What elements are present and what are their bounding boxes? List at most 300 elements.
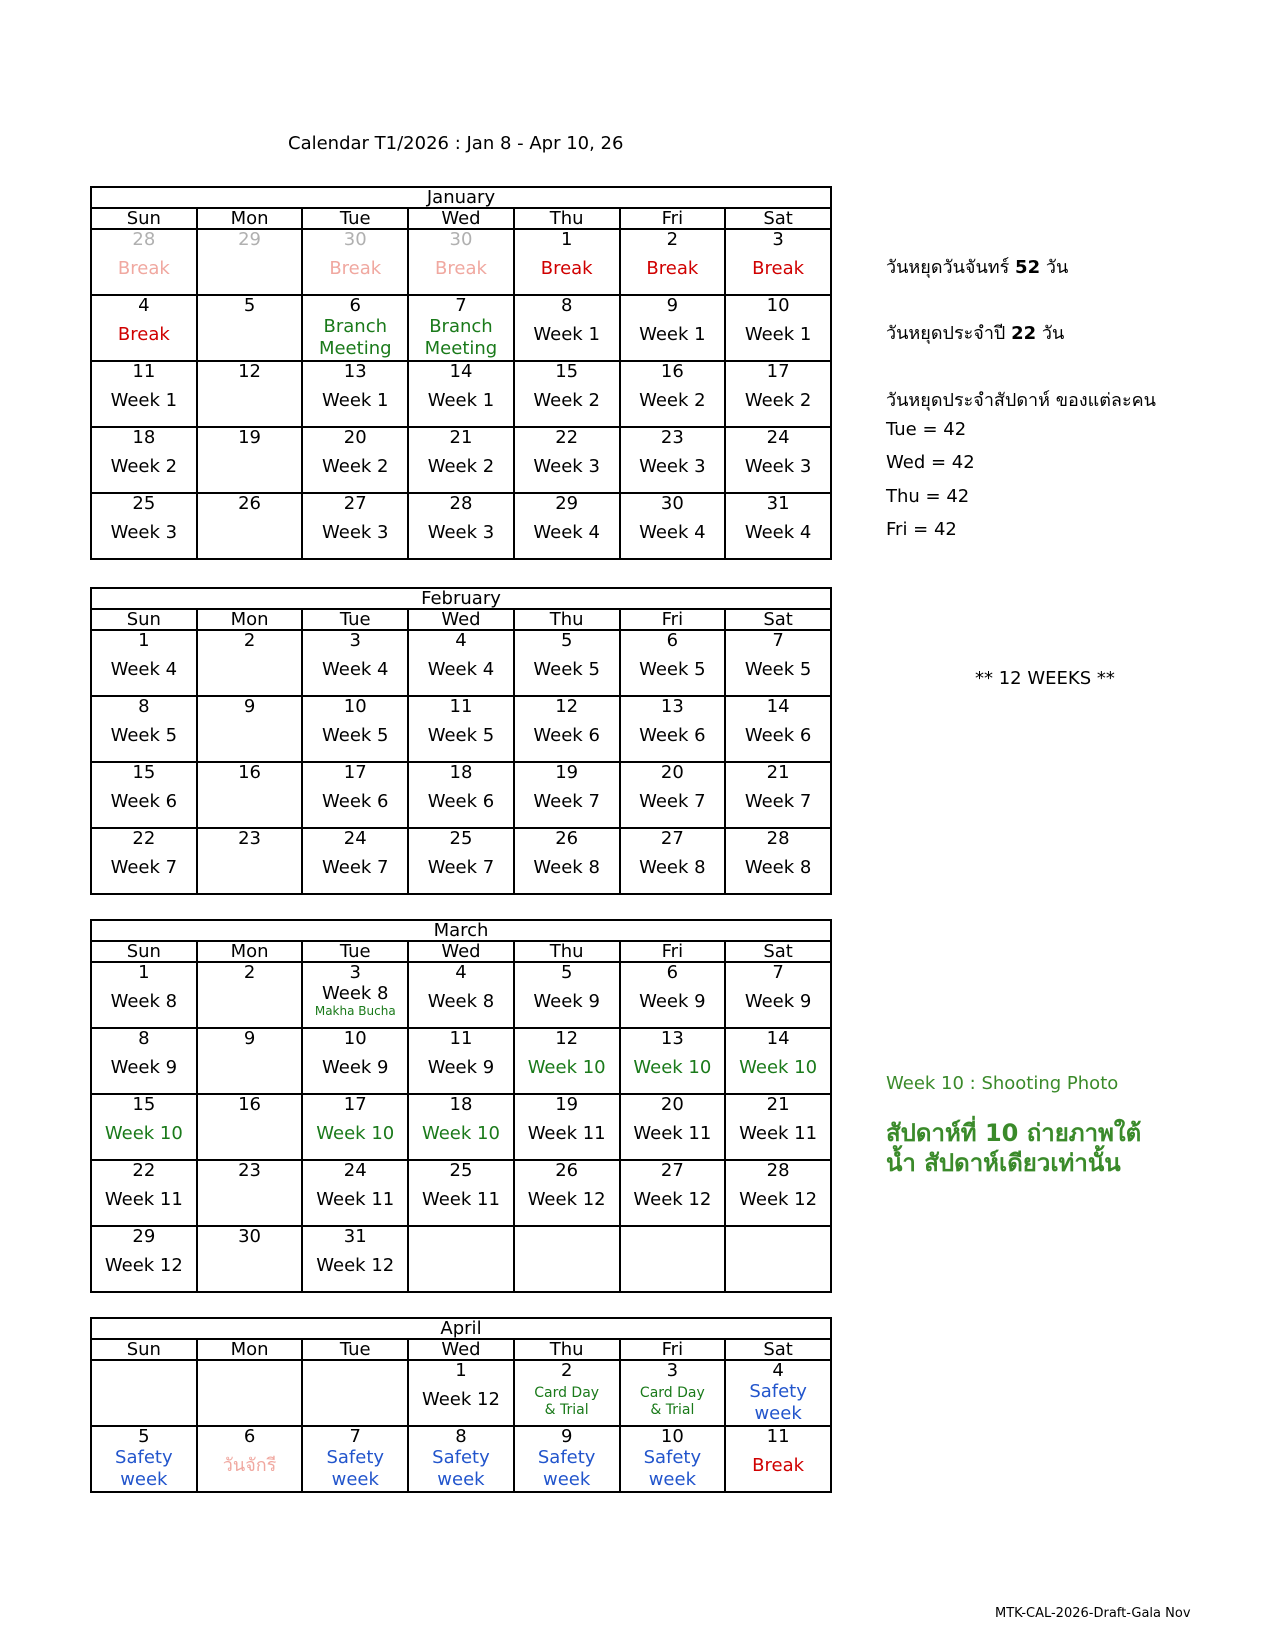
day-label: Branch Meeting xyxy=(318,316,392,359)
week-row xyxy=(91,828,831,894)
day-label: Week 9 xyxy=(110,1057,178,1078)
day-label: Week 5 xyxy=(427,725,495,746)
day-header: Sat xyxy=(725,1339,831,1360)
day-label: Week 10 xyxy=(316,1123,395,1144)
day-number: 6 xyxy=(243,1426,256,1447)
day-cell xyxy=(514,828,620,894)
day-label: Safety week xyxy=(115,1447,173,1490)
day-number: 29 xyxy=(132,1226,156,1247)
day-number: 31 xyxy=(343,1226,367,1247)
day-cell xyxy=(91,493,197,559)
day-header: Mon xyxy=(197,208,303,229)
day-cell xyxy=(408,696,514,762)
day-number: 9 xyxy=(666,295,679,316)
day-header: Thu xyxy=(514,609,620,630)
day-header: Thu xyxy=(514,208,620,229)
day-number: 27 xyxy=(660,1160,684,1181)
day-number: 13 xyxy=(660,1028,684,1049)
day-cell xyxy=(302,361,408,427)
day-label: Week 5 xyxy=(110,725,178,746)
annual-off-count: 22 xyxy=(1011,323,1037,344)
day-header: Sat xyxy=(725,208,831,229)
week-row xyxy=(91,696,831,762)
day-cell xyxy=(514,1160,620,1226)
day-label: Week 3 xyxy=(110,522,178,543)
day-cell xyxy=(91,427,197,493)
day-cell xyxy=(91,1226,197,1292)
day-number: 5 xyxy=(560,962,573,983)
day-label: Week 6 xyxy=(639,725,706,746)
day-header: Sun xyxy=(91,609,197,630)
day-label: Week 3 xyxy=(322,522,389,543)
day-cell xyxy=(620,361,726,427)
day-cell xyxy=(514,1426,620,1492)
day-cell xyxy=(197,962,303,1028)
day-label: Week 10 xyxy=(421,1123,500,1144)
day-number: 16 xyxy=(660,361,684,382)
day-cell xyxy=(725,295,831,361)
day-cell xyxy=(197,630,303,696)
day-cell xyxy=(408,361,514,427)
day-number: 10 xyxy=(766,295,790,316)
day-label: Safety week xyxy=(643,1447,702,1490)
day-number: 20 xyxy=(343,427,367,448)
day-number: 23 xyxy=(238,828,261,849)
day-number: 10 xyxy=(660,1426,684,1447)
day-label: Week 12 xyxy=(739,1189,818,1210)
day-number: 27 xyxy=(660,828,684,849)
day-label: Week 5 xyxy=(533,659,600,680)
day-cell xyxy=(408,828,514,894)
day-cell xyxy=(514,1360,620,1426)
day-number: 3 xyxy=(349,962,361,983)
day-cell xyxy=(302,229,408,295)
day-number: 29 xyxy=(555,493,579,514)
day-cell xyxy=(408,762,514,828)
day-cell xyxy=(91,361,197,427)
day-number: 21 xyxy=(449,427,473,448)
day-number: 1 xyxy=(138,630,150,651)
day-cell xyxy=(408,1426,514,1492)
day-cell xyxy=(408,1094,514,1160)
week-row xyxy=(91,427,831,493)
day-label: Week 11 xyxy=(739,1123,818,1144)
day-label: Week 1 xyxy=(639,324,706,345)
day-cell xyxy=(197,1426,303,1492)
day-cell xyxy=(91,229,197,295)
day-cell xyxy=(197,1360,303,1426)
day-label: Week 7 xyxy=(110,857,178,878)
day-label: Break xyxy=(435,258,487,279)
day-label: Week 9 xyxy=(427,1057,495,1078)
day-number: 11 xyxy=(132,361,156,382)
day-cell xyxy=(302,962,408,1028)
day-number: 25 xyxy=(132,493,156,514)
day-label: Week 9 xyxy=(744,991,812,1012)
day-header: Wed xyxy=(408,208,514,229)
day-cell xyxy=(725,1360,831,1426)
day-number: 29 xyxy=(238,229,261,250)
day-cell xyxy=(725,1028,831,1094)
day-number: 8 xyxy=(455,1426,467,1447)
day-label: Break xyxy=(752,1455,805,1476)
day-number: 5 xyxy=(243,295,256,316)
day-number: 18 xyxy=(132,427,156,448)
day-label: Week 1 xyxy=(533,324,600,345)
day-label: Week 1 xyxy=(744,324,812,345)
month-header: March xyxy=(91,920,831,941)
day-cell xyxy=(91,630,197,696)
day-label: Week 6 xyxy=(110,791,178,812)
day-cell xyxy=(725,828,831,894)
day-cell xyxy=(408,427,514,493)
day-number: 20 xyxy=(660,762,684,783)
day-label: Week 3 xyxy=(639,456,706,477)
day-header: Mon xyxy=(197,941,303,962)
day-number: 28 xyxy=(766,828,790,849)
day-label: Break xyxy=(117,324,170,345)
day-cell xyxy=(725,361,831,427)
day-number: 12 xyxy=(555,1028,579,1049)
day-cell xyxy=(514,696,620,762)
day-label: Break xyxy=(117,258,170,279)
day-number: 3 xyxy=(349,630,361,651)
day-number: 6 xyxy=(666,630,679,651)
day-number: 15 xyxy=(555,361,579,382)
day-cell xyxy=(302,493,408,559)
day-cell xyxy=(302,1360,408,1426)
day-label: Week 8 xyxy=(322,983,389,1004)
day-label: Week 4 xyxy=(533,522,600,543)
day-cell xyxy=(408,1226,514,1292)
day-cell xyxy=(725,229,831,295)
day-label: Card Day & Trial xyxy=(639,1385,705,1418)
day-header: Sat xyxy=(725,609,831,630)
day-number: 28 xyxy=(449,493,473,514)
day-cell xyxy=(302,1028,408,1094)
page-title: Calendar T1/2026 : Jan 8 - Apr 10, 26 xyxy=(288,133,624,154)
day-cell xyxy=(725,962,831,1028)
day-header: Mon xyxy=(197,1339,303,1360)
day-number: 19 xyxy=(555,1094,579,1115)
day-label: Week 8 xyxy=(110,991,178,1012)
day-header: Mon xyxy=(197,609,303,630)
underwater-photo-note xyxy=(886,1118,1141,1178)
day-number: 12 xyxy=(238,361,261,382)
day-number: 2 xyxy=(243,962,256,983)
day-label: Week 7 xyxy=(322,857,389,878)
day-cell xyxy=(725,493,831,559)
monday-off-suffix: วัน xyxy=(1040,257,1069,278)
day-header: Wed xyxy=(408,941,514,962)
day-label: Week 9 xyxy=(639,991,706,1012)
day-label: Week 11 xyxy=(527,1123,606,1144)
day-number: 11 xyxy=(449,1028,473,1049)
day-label: Week 6 xyxy=(427,791,495,812)
day-number: 12 xyxy=(555,696,579,717)
day-number: 16 xyxy=(238,1094,261,1115)
day-label: Week 2 xyxy=(322,456,389,477)
day-number: 30 xyxy=(449,229,473,250)
day-label: Week 11 xyxy=(421,1189,500,1210)
day-number: 15 xyxy=(132,762,156,783)
day-cell xyxy=(197,427,303,493)
day-cell xyxy=(620,696,726,762)
annual-off-prefix: วันหยุดประจำปี xyxy=(886,323,1012,344)
monday-off-note xyxy=(886,252,1068,281)
day-number: 18 xyxy=(449,1094,473,1115)
day-label: Week 7 xyxy=(744,791,812,812)
day-cell xyxy=(620,427,726,493)
day-label: Week 4 xyxy=(427,659,495,680)
day-number: 1 xyxy=(560,229,573,250)
week-row xyxy=(91,630,831,696)
underwater-note-line1: สัปดาห์ที่ 10 ถ่ายภาพใต้ xyxy=(886,1119,1142,1147)
week-row xyxy=(91,1094,831,1160)
day-number: 8 xyxy=(560,295,573,316)
annual-off-note xyxy=(886,318,1064,347)
day-cell xyxy=(620,630,726,696)
day-number: 7 xyxy=(349,1426,361,1447)
day-cell xyxy=(197,828,303,894)
month-header: January xyxy=(91,187,831,208)
day-number: 22 xyxy=(132,828,156,849)
day-number: 6 xyxy=(349,295,361,316)
day-cell xyxy=(302,696,408,762)
day-cell xyxy=(725,1226,831,1292)
day-label: Week 9 xyxy=(322,1057,389,1078)
day-number: 8 xyxy=(138,696,150,717)
day-header: Tue xyxy=(302,941,408,962)
day-label: Break xyxy=(752,258,805,279)
day-number: 10 xyxy=(343,1028,367,1049)
day-label: Week 12 xyxy=(316,1255,395,1276)
day-label: Safety week xyxy=(537,1447,596,1490)
wed-count: Wed = 42 xyxy=(886,452,975,473)
day-cell xyxy=(302,1094,408,1160)
day-label: Branch Meeting xyxy=(424,316,498,359)
day-label: Week 4 xyxy=(744,522,812,543)
day-number: 13 xyxy=(343,361,367,382)
day-number: 2 xyxy=(243,630,256,651)
day-header: Sun xyxy=(91,941,197,962)
footer-code: MTK-CAL-2026-Draft-Gala Nov xyxy=(995,1606,1191,1621)
week-row xyxy=(91,1160,831,1226)
underwater-note-line2: น้ำ สัปดาห์เดียวเท่านั้น xyxy=(886,1149,1121,1177)
day-label: วันจักรี xyxy=(222,1455,277,1476)
day-cell xyxy=(514,762,620,828)
day-label: Week 10 xyxy=(739,1057,818,1078)
day-number: 7 xyxy=(772,962,784,983)
day-number: 8 xyxy=(138,1028,150,1049)
day-number: 17 xyxy=(766,361,790,382)
annual-off-suffix: วัน xyxy=(1036,323,1065,344)
day-label: Week 11 xyxy=(633,1123,712,1144)
day-label: Week 8 xyxy=(639,857,706,878)
day-cell xyxy=(408,1360,514,1426)
day-cell xyxy=(91,1426,197,1492)
day-number: 30 xyxy=(343,229,367,250)
day-number: 3 xyxy=(772,229,784,250)
day-number: 9 xyxy=(560,1426,573,1447)
day-cell xyxy=(197,229,303,295)
day-cell xyxy=(620,1028,726,1094)
calendar-february xyxy=(90,587,832,895)
day-number: 9 xyxy=(243,696,256,717)
day-cell xyxy=(302,1226,408,1292)
day-number: 2 xyxy=(666,229,679,250)
day-number: 4 xyxy=(138,295,150,316)
monday-off-prefix: วันหยุดวันจันทร์ xyxy=(886,257,1016,278)
week-row xyxy=(91,361,831,427)
day-header: Fri xyxy=(620,609,726,630)
day-number: 31 xyxy=(766,493,790,514)
day-cell xyxy=(620,1160,726,1226)
day-label: Week 2 xyxy=(110,456,178,477)
fri-count: Fri = 42 xyxy=(886,519,957,540)
day-header: Tue xyxy=(302,609,408,630)
day-cell xyxy=(514,493,620,559)
day-number: 11 xyxy=(449,696,473,717)
day-number: 7 xyxy=(455,295,467,316)
week-row xyxy=(91,295,831,361)
day-number: 4 xyxy=(455,630,467,651)
calendar-january xyxy=(90,186,832,560)
day-label: Week 7 xyxy=(639,791,706,812)
day-label: Break xyxy=(329,258,382,279)
day-number: 1 xyxy=(455,1360,467,1381)
day-cell xyxy=(302,762,408,828)
day-number: 13 xyxy=(660,696,684,717)
week-row xyxy=(91,1426,831,1492)
day-label: Week 10 xyxy=(633,1057,712,1078)
day-label: Week 8 xyxy=(533,857,600,878)
weekly-off-heading: วันหยุดประจำสัปดาห์ ของแต่ละคน xyxy=(886,390,1156,411)
day-cell xyxy=(620,1360,726,1426)
day-label: Week 2 xyxy=(744,390,812,411)
day-number: 5 xyxy=(138,1426,150,1447)
day-cell xyxy=(620,229,726,295)
day-cell xyxy=(620,1094,726,1160)
day-cell xyxy=(197,696,303,762)
day-header: Sun xyxy=(91,208,197,229)
day-header: Sun xyxy=(91,1339,197,1360)
day-label: Week 7 xyxy=(427,857,495,878)
day-number: 17 xyxy=(343,1094,367,1115)
day-header: Thu xyxy=(514,941,620,962)
holiday-note: Makha Bucha xyxy=(314,1004,396,1018)
day-cell xyxy=(197,1094,303,1160)
week-row xyxy=(91,1226,831,1292)
day-label: Week 11 xyxy=(316,1189,395,1210)
day-cell xyxy=(302,1160,408,1226)
weeks-total-note: ** 12 WEEKS ** xyxy=(975,668,1115,689)
day-label: Week 5 xyxy=(322,725,389,746)
week-row xyxy=(91,762,831,828)
day-number: 21 xyxy=(766,762,790,783)
week-row xyxy=(91,962,831,1028)
day-cell xyxy=(514,630,620,696)
day-label: Week 4 xyxy=(110,659,178,680)
day-cell xyxy=(197,762,303,828)
day-label: Week 12 xyxy=(104,1255,183,1276)
shooting-photo-note: Week 10 : Shooting Photo xyxy=(886,1073,1119,1094)
day-cell xyxy=(197,361,303,427)
day-label: Week 1 xyxy=(110,390,178,411)
day-cell xyxy=(91,1160,197,1226)
day-number: 9 xyxy=(243,1028,256,1049)
thu-count: Thu = 42 xyxy=(886,486,970,507)
day-cell xyxy=(514,361,620,427)
day-label: Week 7 xyxy=(533,791,600,812)
day-number: 2 xyxy=(560,1360,573,1381)
day-header: Tue xyxy=(302,1339,408,1360)
day-number: 14 xyxy=(766,1028,790,1049)
day-label: Week 10 xyxy=(104,1123,183,1144)
day-number: 14 xyxy=(449,361,473,382)
day-cell xyxy=(620,1426,726,1492)
day-number: 25 xyxy=(449,1160,473,1181)
day-cell xyxy=(514,962,620,1028)
day-label: Week 4 xyxy=(639,522,706,543)
week-row xyxy=(91,1028,831,1094)
day-number: 17 xyxy=(343,762,367,783)
day-number: 1 xyxy=(138,962,150,983)
day-label: Week 12 xyxy=(633,1189,712,1210)
day-cell xyxy=(408,630,514,696)
day-number: 23 xyxy=(660,427,684,448)
day-number: 18 xyxy=(449,762,473,783)
day-label: Break xyxy=(540,258,593,279)
day-cell xyxy=(725,630,831,696)
day-cell xyxy=(91,1028,197,1094)
day-number: 19 xyxy=(555,762,579,783)
day-cell xyxy=(91,1360,197,1426)
day-number: 14 xyxy=(766,696,790,717)
day-cell xyxy=(514,229,620,295)
day-number: 16 xyxy=(238,762,261,783)
day-label: Week 9 xyxy=(533,991,600,1012)
day-cell xyxy=(408,229,514,295)
day-cell xyxy=(725,1094,831,1160)
day-cell xyxy=(408,493,514,559)
day-cell xyxy=(620,1226,726,1292)
day-cell xyxy=(91,1094,197,1160)
day-header: Tue xyxy=(302,208,408,229)
day-label: Week 8 xyxy=(427,991,495,1012)
day-label: Week 6 xyxy=(322,791,389,812)
day-cell xyxy=(514,1226,620,1292)
day-label: Safety week xyxy=(749,1381,807,1424)
day-cell xyxy=(302,1426,408,1492)
day-cell xyxy=(725,696,831,762)
day-number: 26 xyxy=(555,828,579,849)
day-cell xyxy=(620,493,726,559)
month-header: April xyxy=(91,1318,831,1339)
day-cell xyxy=(302,828,408,894)
day-label: Safety week xyxy=(326,1447,385,1490)
day-cell xyxy=(725,1426,831,1492)
day-label: Week 5 xyxy=(639,659,706,680)
day-label: Week 2 xyxy=(639,390,706,411)
day-cell xyxy=(91,828,197,894)
day-label: Week 6 xyxy=(744,725,812,746)
day-header: Sat xyxy=(725,941,831,962)
calendar-april xyxy=(90,1317,832,1493)
day-number: 11 xyxy=(766,1426,790,1447)
day-label: Week 11 xyxy=(104,1189,183,1210)
day-number: 7 xyxy=(772,630,784,651)
